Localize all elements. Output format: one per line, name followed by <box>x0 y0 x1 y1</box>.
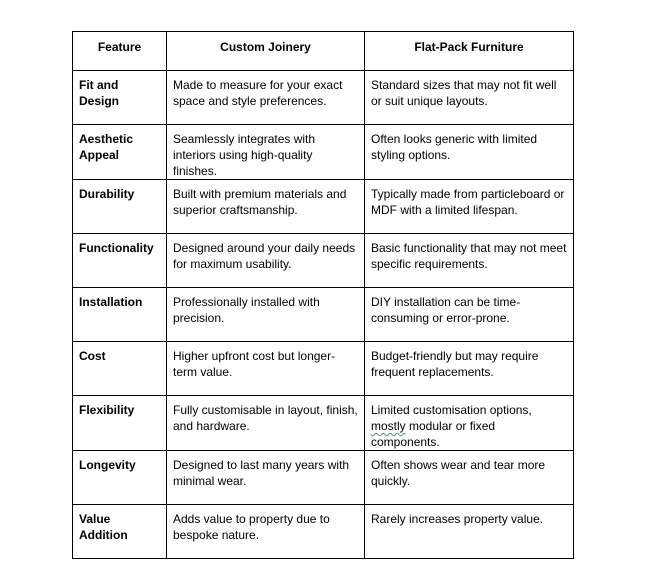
table-header-row <box>73 32 574 71</box>
table-row <box>73 451 574 505</box>
flat-pack-cell <box>365 396 574 451</box>
flat-pack-cell: Budget-friendly but may require frequent replacements. <box>365 342 574 396</box>
spellcheck-flagged-word[interactable]: mostly <box>371 419 406 433</box>
custom-joinery-cell: Professionally installed with precision. <box>167 288 365 342</box>
flat-pack-cell: DIY installation can be time-consuming or error-prone. <box>365 288 574 342</box>
table-row <box>73 234 574 288</box>
table-row <box>73 342 574 396</box>
comparison-table <box>72 31 574 559</box>
table-row <box>73 505 574 559</box>
custom-joinery-cell: Designed to last many years with minimal wear. <box>167 451 365 505</box>
flat-pack-cell: Basic functionality that may not meet specific requirements. <box>365 234 574 288</box>
feature-cell: Installation <box>73 288 167 342</box>
feature-cell: Functionality <box>73 234 167 288</box>
header-feature: Feature <box>73 32 167 71</box>
custom-joinery-cell: Seamlessly integrates with interiors using high-quality finishes. <box>167 125 365 180</box>
flat-pack-cell: Often shows wear and tear more quickly. <box>365 451 574 505</box>
table-row <box>73 180 574 234</box>
feature-cell: Durability <box>73 180 167 234</box>
flat-pack-text-end: modular or fixed components. <box>371 419 496 449</box>
table-row <box>73 125 574 180</box>
feature-cell: Value Addition <box>73 505 167 559</box>
custom-joinery-cell: Built with premium materials and superior craftsmanship. <box>167 180 365 234</box>
custom-joinery-cell: Designed around your daily needs for maximum usability. <box>167 234 365 288</box>
flat-pack-cell: Rarely increases property value. <box>365 505 574 559</box>
feature-cell: Cost <box>73 342 167 396</box>
header-flat-pack-furniture: Flat-Pack Furniture <box>365 32 574 71</box>
feature-cell: Fit and Design <box>73 71 167 125</box>
feature-cell: Longevity <box>73 451 167 505</box>
flat-pack-cell: Standard sizes that may not fit well or suit unique layouts. <box>365 71 574 125</box>
header-custom-joinery: Custom Joinery <box>167 32 365 71</box>
custom-joinery-cell: Made to measure for your exact space and style preferences. <box>167 71 365 125</box>
flat-pack-cell: Typically made from particleboard or MDF with a limited lifespan. <box>365 180 574 234</box>
flat-pack-cell: Often looks generic with limited styling options. <box>365 125 574 180</box>
table-row <box>73 396 574 451</box>
table-row <box>73 288 574 342</box>
custom-joinery-cell: Adds value to property due to bespoke nature. <box>167 505 365 559</box>
table-row <box>73 71 574 125</box>
custom-joinery-cell: Fully customisable in layout, finish, and hardware. <box>167 396 365 451</box>
feature-cell: Flexibility <box>73 396 167 451</box>
feature-cell: Aesthetic Appeal <box>73 125 167 180</box>
custom-joinery-cell: Higher upfront cost but longer-term value. <box>167 342 365 396</box>
flat-pack-text-start: Limited customisation options, <box>371 403 532 417</box>
